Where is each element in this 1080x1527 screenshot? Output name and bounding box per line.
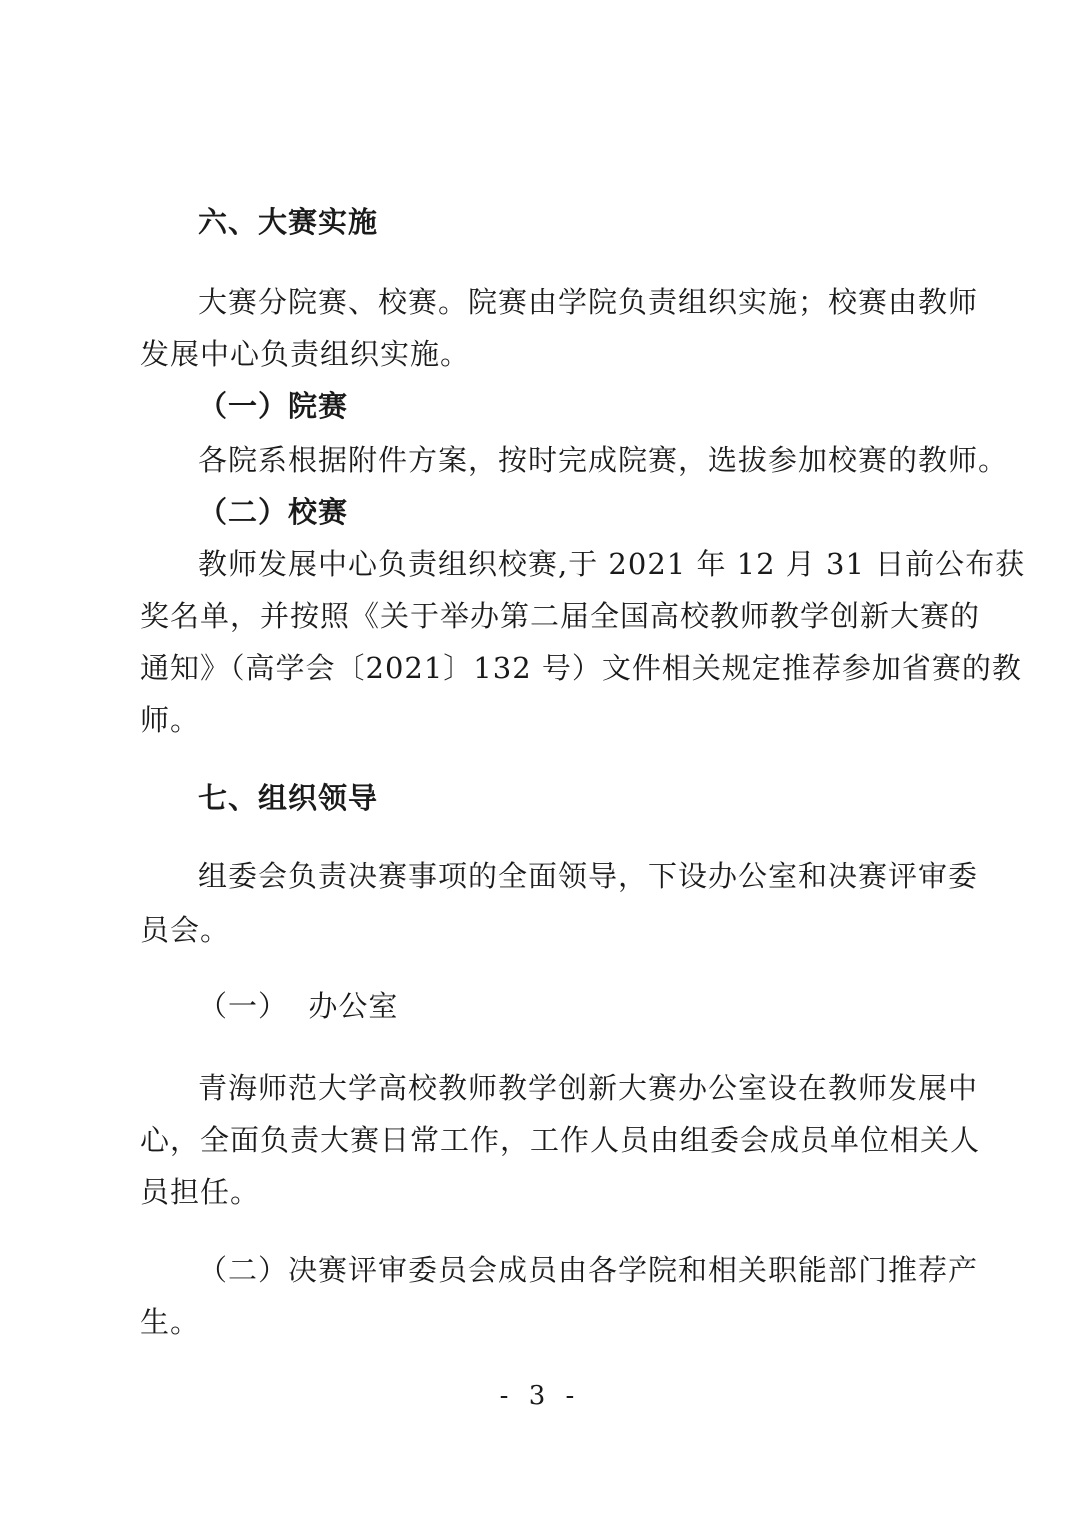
section7-intro-line1: 组委会负责决赛事项的全面领导，下设办公室和决赛评审委 <box>198 859 979 893</box>
section6-intro-line1: 大赛分院赛、校赛。院赛由学院负责组织实施；校赛由教师 <box>198 285 979 319</box>
section-heading-7: 七、组织领导 <box>198 781 379 815</box>
xiaosai-line1: 教师发展中心负责组织校赛,于 2021 年 12 月 31 日前公布获 <box>198 547 1026 581</box>
xiaosai-line2: 奖名单，并按照《关于举办第二届全国高校教师教学创新大赛的 <box>140 599 981 633</box>
page-number: - 3 - <box>499 1381 581 1411</box>
section7-intro-line2: 员会。 <box>140 913 231 947</box>
office-line1: 青海师范大学高校教师教学创新大赛办公室设在教师发展中 <box>198 1071 979 1105</box>
subheading-xiaosai: （二）校赛 <box>198 495 349 529</box>
office-line2: 心，全面负责大赛日常工作，工作人员由组委会成员单位相关人 <box>140 1123 981 1157</box>
committee-line2: 生。 <box>140 1305 201 1339</box>
xiaosai-line4: 师。 <box>140 703 201 737</box>
subheading-office: （一） 办公室 <box>198 989 399 1023</box>
xiaosai-line3: 通知》（高学会〔2021〕132 号）文件相关规定推荐参加省赛的教 <box>140 651 1022 685</box>
section-heading-6: 六、大赛实施 <box>198 205 379 239</box>
yuansai-text: 各院系根据附件方案，按时完成院赛，选拔参加校赛的教师。 <box>198 443 1009 477</box>
office-line3: 员担任。 <box>140 1175 261 1209</box>
section6-intro-line2: 发展中心负责组织实施。 <box>140 337 471 371</box>
subheading-yuansai: （一）院赛 <box>198 389 349 423</box>
committee-line1: （二）决赛评审委员会成员由各学院和相关职能部门推荐产 <box>198 1253 979 1287</box>
